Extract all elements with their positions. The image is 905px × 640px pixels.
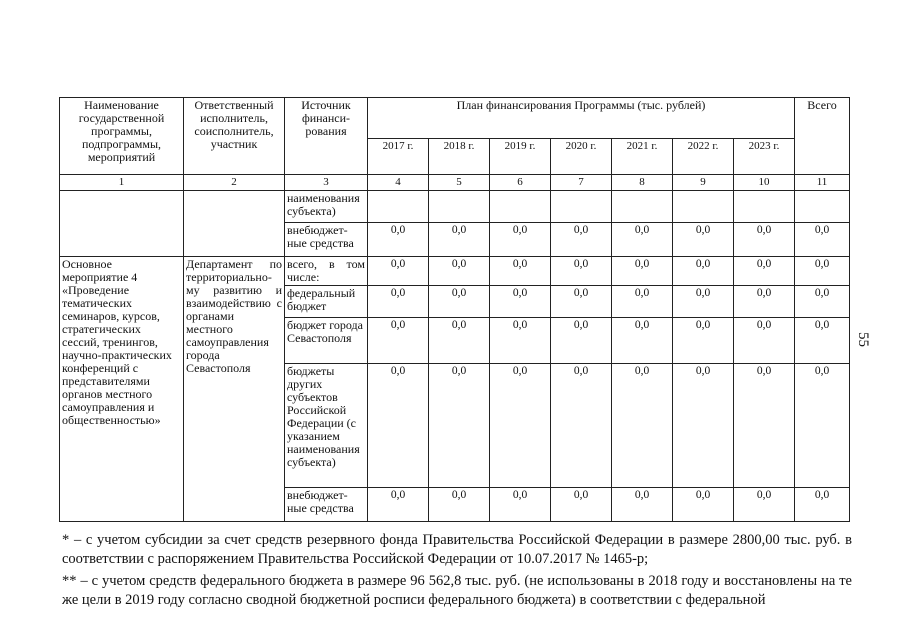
source-cell: всего, в том числе:	[285, 257, 368, 286]
empty-executor-cell	[184, 191, 285, 257]
column-number: 7	[551, 175, 612, 191]
value-cell: 0,0	[551, 223, 612, 257]
value-cell: 0,0	[612, 286, 673, 318]
value-cell: 0,0	[368, 223, 429, 257]
source-cell: внебюджет-ные средства	[285, 223, 368, 257]
value-cell: 0,0	[429, 364, 490, 488]
value-cell: 0,0	[551, 364, 612, 488]
value-cell: 0,0	[673, 488, 734, 522]
column-number-row	[60, 175, 850, 191]
value-cell: 0,0	[612, 318, 673, 364]
value-cell: 0,0	[429, 488, 490, 522]
header-source: Источник финанси-рования	[285, 98, 368, 175]
financing-plan-table	[59, 97, 850, 522]
value-cell: 0,0	[429, 286, 490, 318]
source-cell: бюджет города Севастополя	[285, 318, 368, 364]
value-cell: 0,0	[673, 223, 734, 257]
value-cell: 0,0	[612, 364, 673, 488]
value-cell: 0,0	[673, 257, 734, 286]
value-cell	[551, 191, 612, 223]
header-year: 2021 г.	[612, 139, 673, 175]
header-year: 2020 г.	[551, 139, 612, 175]
footnote: ** – с учетом средств федерального бюджета в размере 96 562,8 тыс. руб. (не использованы в 2018 году и восстановлены на те же цели в 2019 году согласно сводной бюджетной росписи федерального бюджета) в соответствии с федеральной	[62, 573, 852, 608]
value-cell: 0,0	[551, 257, 612, 286]
value-cell: 0,0	[612, 488, 673, 522]
column-number: 10	[734, 175, 795, 191]
header-row	[60, 98, 850, 139]
source-cell: внебюджет-ные средства	[285, 488, 368, 522]
value-cell	[429, 191, 490, 223]
table-row	[60, 191, 850, 223]
column-number: 3	[285, 175, 368, 191]
value-cell: 0,0	[368, 286, 429, 318]
value-cell: 0,0	[734, 257, 795, 286]
value-cell: 0,0	[368, 257, 429, 286]
column-number: 8	[612, 175, 673, 191]
value-cell: 0,0	[429, 257, 490, 286]
source-cell: наименования субъекта)	[285, 191, 368, 223]
value-cell: 0,0	[734, 318, 795, 364]
value-cell: 0,0	[490, 257, 551, 286]
value-cell: 0,0	[734, 223, 795, 257]
value-cell: 0,0	[795, 257, 850, 286]
column-number: 11	[795, 175, 850, 191]
value-cell	[368, 191, 429, 223]
header-year: 2022 г.	[673, 139, 734, 175]
source-cell: федеральный бюджет	[285, 286, 368, 318]
value-cell: 0,0	[551, 286, 612, 318]
value-cell: 0,0	[368, 488, 429, 522]
value-cell	[490, 191, 551, 223]
value-cell: 0,0	[490, 223, 551, 257]
value-cell: 0,0	[734, 488, 795, 522]
value-cell: 0,0	[673, 364, 734, 488]
header-total: Всего	[795, 98, 850, 175]
header-year: 2023 г.	[734, 139, 795, 175]
value-cell: 0,0	[795, 223, 850, 257]
column-number: 5	[429, 175, 490, 191]
column-number: 2	[184, 175, 285, 191]
column-number: 4	[368, 175, 429, 191]
source-cell: бюджеты других субъектов Российской Федерации (с указанием наименования субъекта)	[285, 364, 368, 488]
footnotes	[62, 531, 852, 610]
value-cell: 0,0	[551, 488, 612, 522]
header-year: 2019 г.	[490, 139, 551, 175]
value-cell	[673, 191, 734, 223]
header-year: 2017 г.	[368, 139, 429, 175]
value-cell: 0,0	[612, 257, 673, 286]
column-number: 1	[60, 175, 184, 191]
value-cell: 0,0	[612, 223, 673, 257]
value-cell: 0,0	[429, 318, 490, 364]
value-cell: 0,0	[673, 286, 734, 318]
value-cell: 0,0	[795, 364, 850, 488]
activity-executor-cell: Департамент по территориально-му развитию и взаимодействию с органами местного самоуправления города Севастополя	[184, 257, 285, 522]
value-cell: 0,0	[368, 318, 429, 364]
column-number: 9	[673, 175, 734, 191]
header-name: Наименование государственной программы, подпрограммы, мероприятий	[60, 98, 184, 175]
header-plan: План финансирования Программы (тыс. рублей)	[368, 98, 795, 139]
table-row	[60, 257, 850, 286]
value-cell: 0,0	[429, 223, 490, 257]
page-number: 55	[855, 332, 871, 347]
value-cell: 0,0	[490, 318, 551, 364]
activity-name-cell: Основное мероприятие 4 «Проведение тематических семинаров, курсов, стратегических сессий, тренингов, научно-практических конференций с представителями органов местного самоуправления и общественностью»	[60, 257, 184, 522]
value-cell: 0,0	[368, 364, 429, 488]
value-cell	[734, 191, 795, 223]
value-cell: 0,0	[673, 318, 734, 364]
value-cell: 0,0	[551, 318, 612, 364]
empty-name-cell	[60, 191, 184, 257]
value-cell: 0,0	[490, 364, 551, 488]
value-cell: 0,0	[795, 286, 850, 318]
header-executor: Ответственный исполнитель, соисполнитель, участник	[184, 98, 285, 175]
value-cell: 0,0	[490, 286, 551, 318]
header-year: 2018 г.	[429, 139, 490, 175]
value-cell: 0,0	[734, 286, 795, 318]
column-number: 6	[490, 175, 551, 191]
value-cell: 0,0	[795, 488, 850, 522]
value-cell: 0,0	[490, 488, 551, 522]
footnote: * – с учетом субсидии за счет средств резервного фонда Правительства Российской Федерации в размере 2800,00 тыс. руб. в соответствии с распоряжением Правительства Российской Федерации от 10.07.2017 № 1465-р;	[62, 532, 852, 567]
value-cell: 0,0	[795, 318, 850, 364]
value-cell	[795, 191, 850, 223]
value-cell: 0,0	[734, 364, 795, 488]
value-cell	[612, 191, 673, 223]
